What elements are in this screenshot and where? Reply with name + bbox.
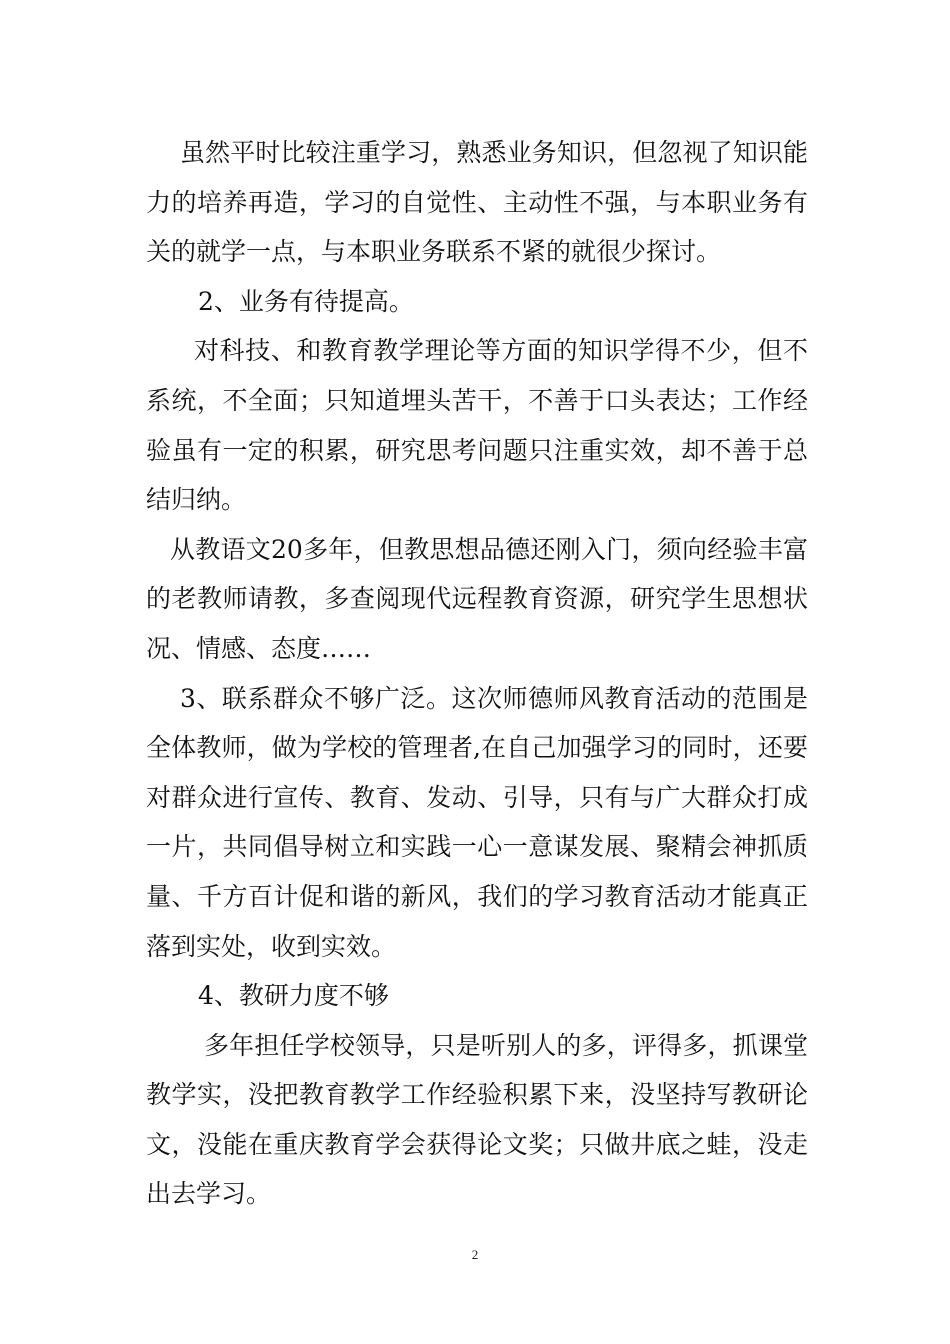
paragraph-mass-contact: 3、联系群众不够广泛。这次师德师风教育活动的范围是全体教师，做为学校的管理者,在自己加强学习的同时，还要对群众进行宣传、教育、发动、引导，只有与广大群众打成一片，共同倡导树立和实践一心一意谋发展、聚精会神抓质量、千方百计促和谐的新风，我们的学习教育活动才能真正落到实处，收到实效。 [146,683,808,961]
paragraph-knowledge-system: 对科技、和教育教学理论等方面的知识学得不少，但不系统，不全面；只知道埋头苦干，不善于口头表达；工作经验虽有一定的积累，研究思考问题只注重实效，却不善于总结归纳。 [146,336,808,515]
paragraph-teaching-experience: 从教语文20多年，但教思想品德还刚入门，须向经验丰富的老教师请教，多查阅现代远程教育资源，研究学生思想状况、情感、态度…… [146,534,808,663]
heading-research-effort: 4、教研力度不够 [198,981,389,1011]
page-number: 2 [471,1247,479,1262]
paragraph-study-awareness: 虽然平时比较注重学习，熟悉业务知识，但忽视了知识能力的培养再造，学习的自觉性、主动性不强，与本职业务有关的就学一点，与本职业务联系不紧的就很少探讨。 [146,138,808,267]
heading-business-improvement: 2、业务有待提高。 [198,286,414,316]
paragraph-research-shortcomings: 多年担任学校领导，只是听别人的多，评得多，抓课堂教学实，没把教育教学工作经验积累下来，没坚持写教研论文，没能在重庆教育学会获得论文奖；只做井底之蛙，没走出去学习。 [146,1030,808,1209]
document-body [146,128,808,1219]
